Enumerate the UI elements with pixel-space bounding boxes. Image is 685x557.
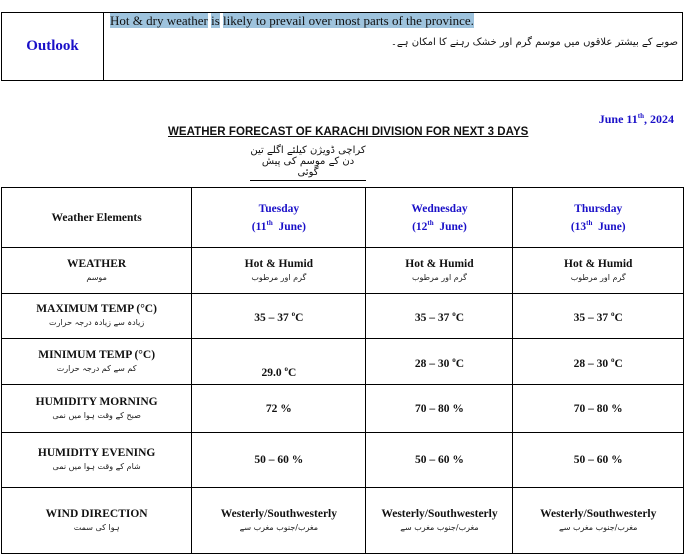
table-cell — [513, 339, 684, 385]
table-cell — [366, 433, 513, 488]
outlook-text-en[interactable] — [110, 13, 474, 29]
table-header-row — [2, 188, 684, 248]
cell-value: 35 – 37 $^o$C — [414, 310, 465, 324]
table-cell — [366, 248, 513, 294]
table-cell — [366, 294, 513, 339]
page-title-urdu: کراچی ڈویژن کیلئے اگلے تین دن کے موسم کی پیش گوئی — [250, 145, 366, 181]
table-cell — [513, 385, 684, 433]
table-cell — [513, 488, 684, 554]
row-label-en: HUMIDITY MORNING — [35, 395, 158, 408]
row-label-en: HUMIDITY EVENING — [37, 447, 156, 459]
day-date: (12th June) — [412, 218, 467, 233]
cell-value: 35 – 37 $^o$C — [573, 310, 623, 324]
table-row-humidity-evening — [2, 433, 684, 488]
cell-value: 50 – 60 % — [415, 454, 464, 466]
cell-value-ur: گرم اور مرطوب — [412, 272, 467, 282]
cell-value-ur: مغرب/جنوب مغرب سے — [239, 522, 319, 532]
row-label-en: MINIMUM TEMP (°C) — [38, 348, 156, 361]
table-row-wind-direction — [2, 488, 684, 554]
header-day — [513, 188, 684, 248]
cell-value: 50 – 60 % — [573, 454, 623, 466]
outlook-box — [1, 12, 683, 81]
day-name: Wednesday — [411, 202, 468, 215]
table-cell — [192, 339, 366, 385]
row-label — [2, 339, 192, 385]
date-suffix: th — [637, 112, 644, 120]
header-weather-elements — [2, 188, 192, 248]
cell-value: 35 – 37 $^o$C — [254, 310, 304, 324]
header-day — [366, 188, 513, 248]
row-label-ur: کم سے کم درجہ حرارت — [56, 363, 137, 373]
table-row-max-temp — [2, 294, 684, 339]
cell-value: 70 – 80 % — [573, 402, 623, 415]
outlook-label: Outlook — [2, 13, 104, 80]
table-cell — [366, 488, 513, 554]
row-label-ur: ہوا کی سمت — [73, 522, 120, 532]
table-cell — [366, 339, 513, 385]
row-label-ur: زیادہ سے زیادہ درجہ حرارت — [49, 318, 145, 327]
cell-value-ur: مغرب/جنوب مغرب سے — [559, 522, 638, 532]
day-date: (11th June) — [251, 218, 306, 233]
forecast-table — [1, 187, 684, 554]
cell-value: 70 – 80 % — [415, 402, 464, 415]
cell-value: 72 % — [265, 402, 292, 415]
outlook-text-part: is — [211, 13, 220, 28]
cell-value: 50 – 60 % — [254, 454, 304, 466]
outlook-content — [104, 13, 682, 80]
page-title: WEATHER FORECAST OF KARACHI DIVISION FOR NEXT 3 DAYS — [168, 126, 529, 138]
cell-value: Hot & Humid — [564, 257, 633, 270]
date-year: , 2024 — [644, 112, 674, 126]
outlook-text-part: Hot & dry weather — [110, 13, 208, 28]
forecast-date — [599, 112, 674, 127]
cell-value: Westerly/Southwesterly — [540, 507, 657, 520]
row-label — [2, 248, 192, 294]
row-label-en: WIND DIRECTION — [45, 507, 148, 520]
header-day — [192, 188, 366, 248]
table-cell — [192, 385, 366, 433]
date-month: June 11 — [598, 112, 638, 126]
cell-value-ur: مغرب/جنوب مغرب سے — [400, 522, 479, 532]
table-cell — [366, 385, 513, 433]
table-cell — [513, 248, 684, 294]
table-row-weather — [2, 248, 684, 294]
row-label-en: MAXIMUM TEMP (°C) — [36, 303, 157, 315]
header-label: Weather Elements — [51, 211, 142, 224]
day-name: Thursday — [574, 202, 623, 215]
table-row-min-temp — [2, 339, 684, 385]
cell-value-ur: گرم اور مرطوب — [251, 272, 307, 282]
table-cell — [192, 488, 366, 554]
cell-value: 28 – 30 $^o$C — [573, 355, 623, 370]
row-label — [2, 294, 192, 339]
cell-value: Hot & Humid — [244, 257, 314, 270]
cell-value: Westerly/Southwesterly — [220, 507, 337, 520]
cell-value: 28 – 30 $^o$C — [414, 355, 465, 370]
cell-value-ur: گرم اور مرطوب — [570, 272, 626, 282]
cell-value: Hot & Humid — [405, 257, 474, 270]
row-label — [2, 488, 192, 554]
outlook-text-ur: صوبے کے بیشتر علاقوں میں موسم گرم اور خشک رہنے کا امکان ہے۔ — [390, 37, 678, 48]
cell-value: Westerly/Southwesterly — [381, 507, 498, 520]
table-row-humidity-morning — [2, 385, 684, 433]
day-date: (13th June) — [570, 218, 626, 233]
cell-value: 29.0 $^o$C — [261, 364, 297, 379]
table-cell — [192, 294, 366, 339]
table-cell — [192, 433, 366, 488]
row-label — [2, 385, 192, 433]
row-label-ur: صبح کے وقت ہوا میں نمی — [52, 410, 141, 420]
day-name: Tuesday — [258, 202, 300, 215]
table-cell — [192, 248, 366, 294]
row-label-ur: شام کے وقت ہوا میں نمی — [52, 462, 141, 471]
row-label — [2, 433, 192, 488]
table-cell — [513, 294, 684, 339]
outlook-text-part: likely to prevail over most parts of the province. — [223, 13, 474, 28]
row-label-ur: موسم — [86, 272, 107, 282]
table-cell — [513, 433, 684, 488]
row-label-en: WEATHER — [67, 257, 127, 270]
